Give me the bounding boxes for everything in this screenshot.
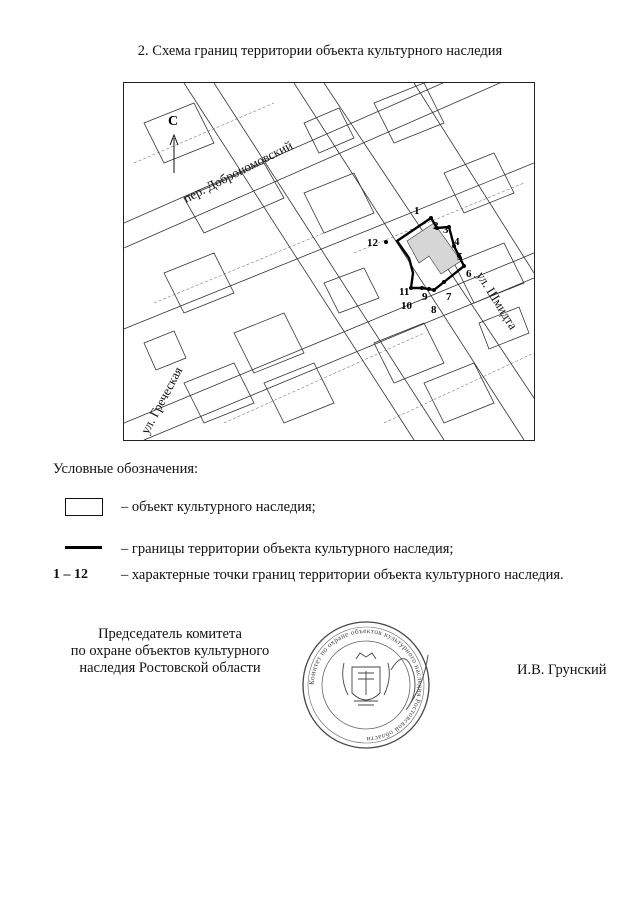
point-label-8: 8 (431, 304, 437, 316)
boundary-line-symbol (65, 546, 102, 549)
map-drawing (124, 83, 534, 440)
point-label-1: 1 (414, 205, 420, 217)
position-line: наследия Ростовской области (79, 660, 261, 676)
position-line: Председатель комитета (98, 626, 242, 642)
legend-item-text: – объект культурного наследия; (121, 499, 316, 515)
cadastral-map (123, 82, 535, 441)
point-label-11: 11 (399, 286, 410, 298)
map-linework (124, 83, 534, 440)
legend-heading: Условные обозначения: (53, 461, 199, 477)
point-label-12: 12 (367, 237, 378, 249)
page-title: 2. Схема границ территории объекта культурного наследия (137, 43, 503, 59)
point-label-4: 4 (454, 236, 460, 248)
point-label-3: 3 (443, 224, 449, 236)
street-label: ул. Греческая (137, 364, 186, 437)
points-range-symbol: 1 – 12 (53, 567, 88, 582)
object-outline-symbol (65, 498, 103, 516)
street-label: пер. Доброномовский (180, 137, 295, 206)
north-label: С (168, 114, 179, 129)
point-label-9: 9 (422, 291, 428, 303)
seal-icon (296, 615, 436, 755)
signatory-name: И.В. Грунский (517, 662, 607, 678)
legend-item-text: – характерные точки границ территории объекта культурного наследия. (121, 567, 564, 583)
seal-ring-text: Комитет по охране объектов культурного наследия Ростовской области (307, 626, 425, 744)
official-seal (296, 615, 436, 760)
point-label-5: 5 (457, 251, 463, 263)
coat-of-arms-icon (343, 653, 390, 705)
north-arrow-icon (170, 135, 178, 173)
signatory-position (65, 626, 275, 677)
street-label: ул. Шмидта (473, 268, 521, 333)
legend-item-text: – границы территории объекта культурного наследия; (121, 541, 454, 557)
point-label-7: 7 (446, 291, 452, 303)
point-label-6: 6 (466, 268, 472, 280)
position-line: по охране объектов культурного (70, 643, 270, 659)
point-label-2: 2 (433, 220, 439, 232)
point-label-10: 10 (401, 300, 412, 312)
